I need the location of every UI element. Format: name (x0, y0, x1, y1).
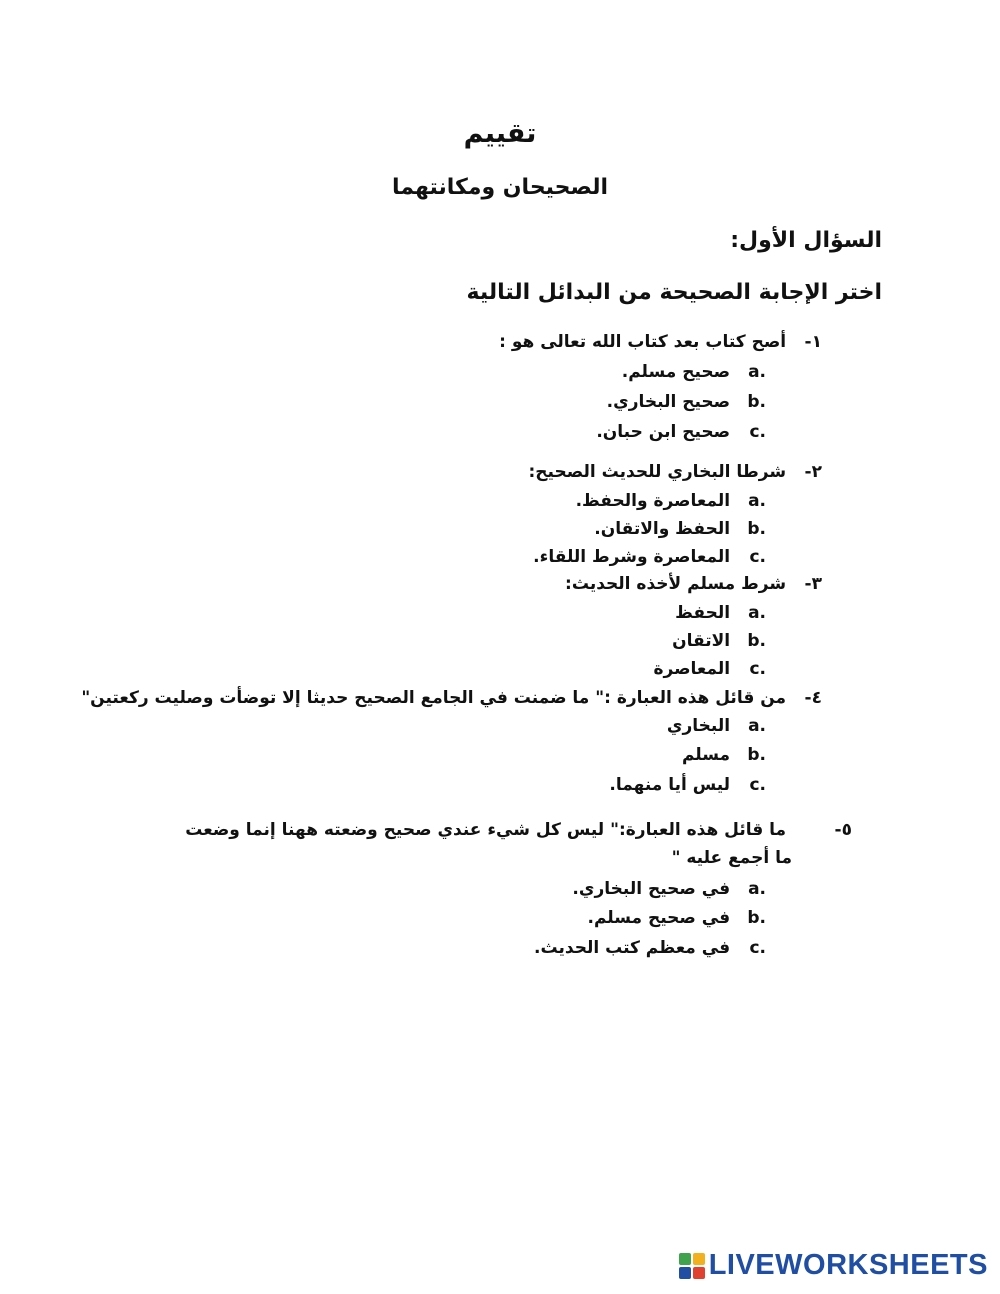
option-letter: b. (747, 745, 766, 765)
question-3 (565, 574, 822, 594)
question-3-option-c[interactable] (653, 659, 766, 679)
question-2-option-c[interactable] (533, 547, 766, 567)
option-letter: c. (749, 422, 766, 442)
option-text: صحيح مسلم. (621, 362, 731, 382)
question-heading: السؤال الأول: (730, 228, 882, 253)
logo-tile-red (693, 1267, 705, 1279)
option-letter: a. (748, 716, 766, 736)
option-text: صحيح ابن حبان. (596, 422, 731, 442)
question-1-option-c[interactable] (596, 422, 766, 442)
option-letter: c. (749, 659, 766, 679)
option-letter: c. (749, 547, 766, 567)
question-number: ٤- (804, 688, 822, 708)
option-letter: c. (749, 775, 766, 795)
question-5-option-b[interactable] (587, 908, 766, 928)
option-text: الاتقان (672, 631, 731, 651)
question-5-option-c[interactable] (534, 938, 766, 958)
option-text: في صحيح مسلم. (587, 908, 731, 928)
question-instruction: اختر الإجابة الصحيحة من البدائل التالية (466, 280, 882, 305)
question-1 (499, 332, 822, 352)
option-text: ليس أيا منهما. (609, 775, 731, 795)
page-subtitle: الصحيحان ومكانتهما (392, 175, 608, 200)
question-number: ٢- (804, 462, 822, 482)
option-letter: b. (747, 631, 766, 651)
question-2-option-b[interactable] (594, 519, 766, 539)
question-number: ٣- (804, 574, 822, 594)
option-text: مسلم (681, 745, 731, 765)
option-text: المعاصرة وشرط اللقاء. (533, 547, 731, 567)
option-letter: b. (747, 392, 766, 412)
option-letter: b. (747, 908, 766, 928)
liveworksheets-brand[interactable] (679, 1251, 988, 1280)
logo-tile-green (679, 1253, 691, 1265)
question-text: شرط مسلم لأخذه الحديث: (565, 574, 787, 594)
logo-tile-yellow (693, 1253, 705, 1265)
option-text: في صحيح البخاري. (572, 879, 731, 899)
liveworksheets-logo-icon (679, 1253, 705, 1279)
question-3-option-a[interactable] (675, 603, 766, 623)
option-letter: b. (747, 519, 766, 539)
liveworksheets-wordmark: LIVEWORKSHEETS (708, 1249, 988, 1281)
option-letter: c. (749, 938, 766, 958)
option-letter: a. (748, 879, 766, 899)
page-title: تقييم (463, 118, 537, 149)
option-text: صحيح البخاري. (606, 392, 731, 412)
question-text: ما قائل هذه العبارة:" ليس كل شيء عندي صحيح وضعته ههنا إنما وضعت ما أجمع عليه " (185, 820, 792, 868)
question-1-option-b[interactable] (607, 392, 766, 412)
question-1-option-a[interactable] (622, 362, 766, 382)
question-text: شرطا البخاري للحديث الصحيح: (528, 462, 787, 482)
option-letter: a. (748, 603, 766, 623)
question-2 (529, 462, 823, 482)
question-4 (81, 688, 822, 708)
question-text: أصح كتاب بعد كتاب الله تعالى هو : (499, 332, 787, 352)
question-2-option-a[interactable] (576, 491, 766, 511)
question-5-option-a[interactable] (572, 879, 766, 899)
question-number: ١- (804, 332, 822, 352)
logo-tile-blue (679, 1267, 691, 1279)
question-5 (182, 816, 852, 872)
option-text: الحفظ والاتقان. (594, 519, 731, 539)
question-3-option-b[interactable] (672, 631, 766, 651)
question-4-option-c[interactable] (609, 775, 766, 795)
question-4-option-a[interactable] (667, 716, 766, 736)
option-letter: a. (748, 491, 766, 511)
option-text: المعاصرة (653, 659, 731, 679)
option-text: في معظم كتب الحديث. (534, 938, 731, 958)
question-number: ٥- (834, 820, 852, 840)
question-text: من قائل هذه العبارة :" ما ضمنت في الجامع الصحيح حديثا إلا توضأت وصليت ركعتين" (81, 688, 787, 708)
option-text: البخاري (666, 716, 731, 736)
question-4-option-b[interactable] (682, 745, 766, 765)
option-text: المعاصرة والحفظ. (575, 491, 731, 511)
option-letter: a. (748, 362, 766, 382)
option-text: الحفظ (675, 603, 731, 623)
